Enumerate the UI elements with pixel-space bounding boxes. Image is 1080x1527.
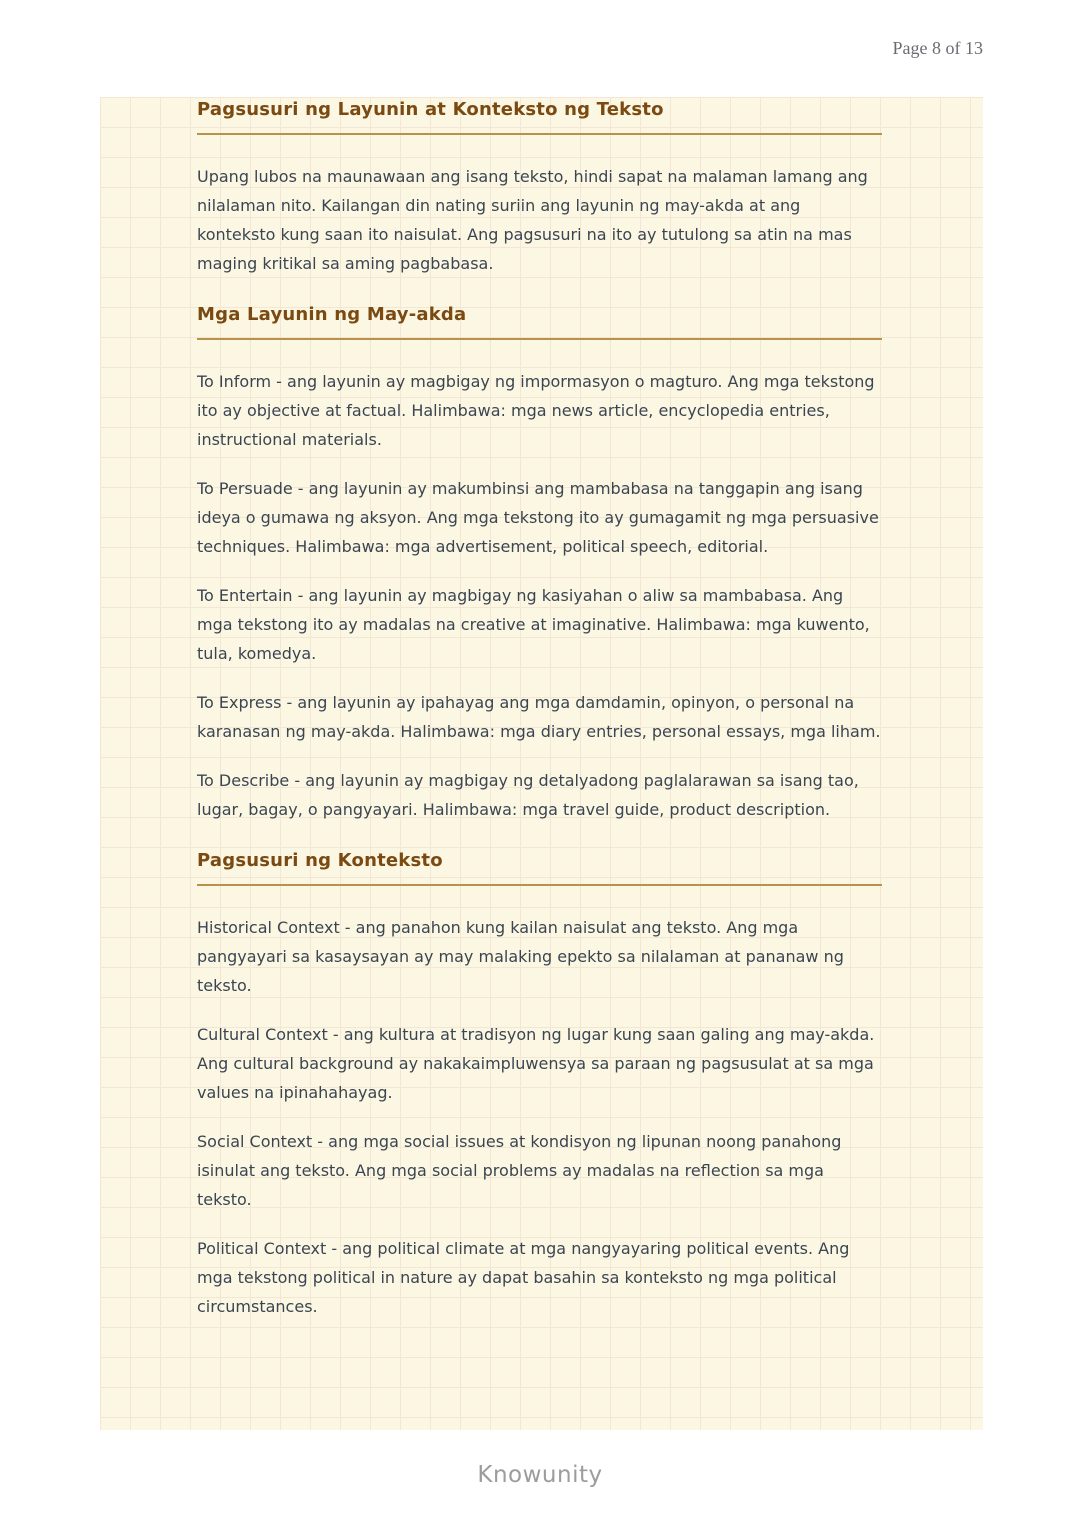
paragraph-to-inform: To Inform - ang layunin ay magbigay ng impormasyon o magturo. Ang mga tekstong ito ay objective at factual. Halimbawa: mga news article, encyclopedia entries, instructional materials. (197, 372, 875, 449)
paragraph-social-context: Social Context - ang mga social issues at kondisyon ng lipunan noong panahong isinulat ang teksto. Ang mga social problems ay madalas na reflection sa mga teksto. (197, 1132, 842, 1209)
footer-brand-knowunity: Knowunity (477, 1462, 603, 1488)
section-mga-layunin-ng-may-akda (197, 304, 882, 824)
paragraph-to-persuade: To Persuade - ang layunin ay makumbinsi ang mambabasa na tanggapin ang isang ideya o gumawa ng aksyon. Ang mga tekstong ito ay gumagamit ng mga persuasive techniques. Halimbawa: mga advertisement, political speech, editorial. (197, 479, 879, 556)
grid-paper (100, 97, 983, 1430)
paragraph-to-describe: To Describe - ang layunin ay magbigay ng detalyadong paglalarawan sa isang tao, lugar, bagay, o pangyayari. Halimbawa: mga travel guide, product description. (197, 771, 859, 819)
document-content (197, 99, 882, 1321)
section-layunin-at-konteksto (197, 99, 882, 278)
paragraph-to-express: To Express - ang layunin ay ipahayag ang mga damdamin, opinyon, o personal na karanasan ng may-akda. Halimbawa: mga diary entries, personal essays, mga liham. (197, 693, 881, 741)
paragraph-intro: Upang lubos na maunawaan ang isang teksto, hindi sapat na malaman lamang ang nilalaman nito. Kailangan din nating suriin ang layunin ng may-akda at ang konteksto kung saan ito naisulat. Ang pagsusuri na ito ay tutulong sa atin na mas maging kritikal sa aming pagbabasa. (197, 167, 868, 273)
page-number: Page 8 of 13 (892, 38, 983, 58)
paragraph-to-entertain: To Entertain - ang layunin ay magbigay ng kasiyahan o aliw sa mambabasa. Ang mga tekstong ito ay madalas na creative at imaginative. Halimbawa: mga kuwento, tula, komedya. (197, 586, 870, 663)
paragraph-political-context: Political Context - ang political climate at mga nangyayaring political events. Ang mga tekstong political in nature ay dapat basahin sa konteksto ng mga political circumstances. (197, 1239, 850, 1316)
section-heading: Pagsusuri ng Konteksto (197, 850, 882, 886)
section-heading: Mga Layunin ng May-akda (197, 304, 882, 340)
paragraph-historical-context: Historical Context - ang panahon kung kailan naisulat ang teksto. Ang mga pangyayari sa kasaysayan ay may malaking epekto sa nilalaman at pananaw ng teksto. (197, 918, 844, 995)
section-pagsusuri-ng-konteksto (197, 850, 882, 1321)
section-heading: Pagsusuri ng Layunin at Konteksto ng Teksto (197, 99, 882, 135)
paragraph-cultural-context: Cultural Context - ang kultura at tradisyon ng lugar kung saan galing ang may-akda. Ang cultural background ay nakakaimpluwensya sa paraan ng pagsusulat at sa mga values na ipinahahayag. (197, 1025, 875, 1102)
